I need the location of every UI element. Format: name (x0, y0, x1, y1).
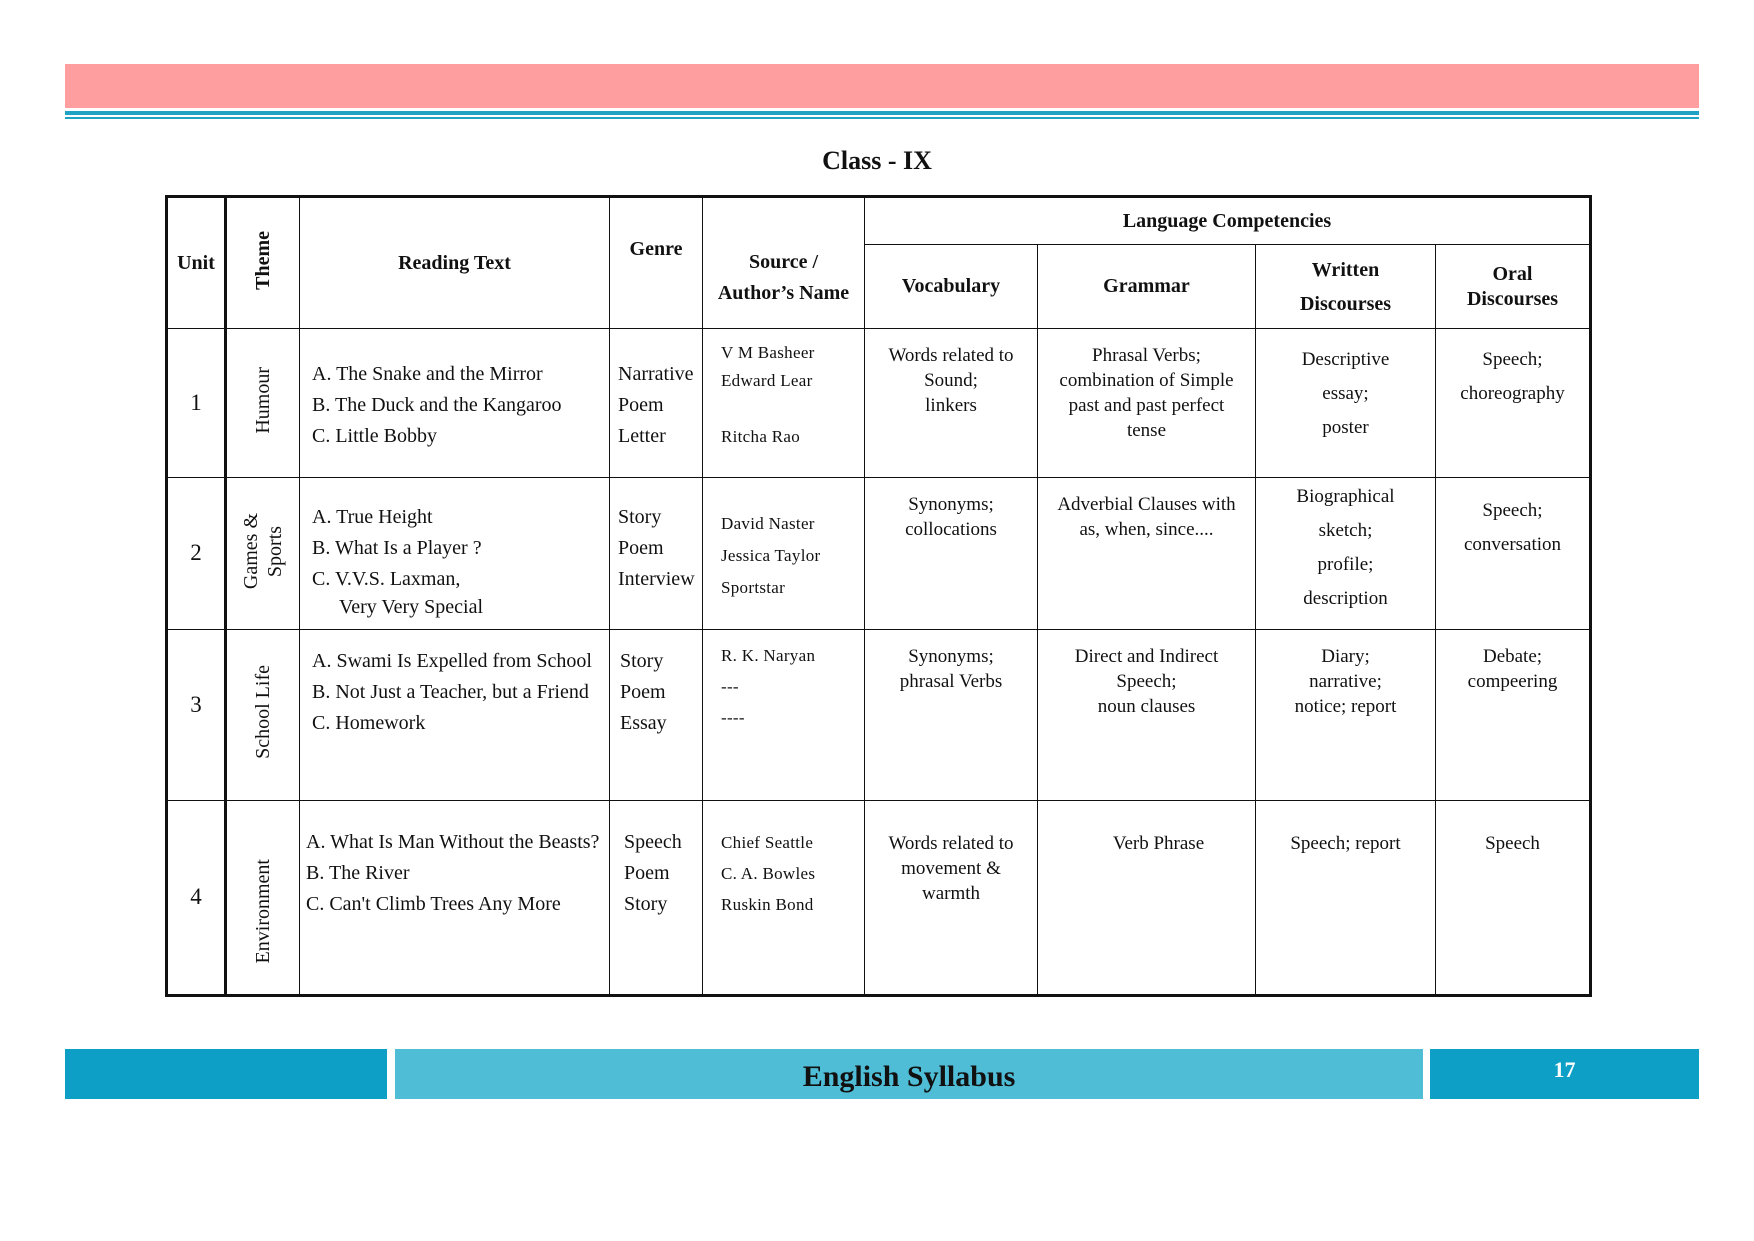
theme-cell (226, 629, 300, 800)
source-cell (703, 800, 865, 995)
reading-text-cell (300, 800, 610, 995)
page-number: 17 (1430, 1049, 1699, 1099)
syllabus-table (165, 195, 1592, 997)
written-cell (1256, 800, 1436, 995)
vocabulary-cell (865, 329, 1038, 478)
header-written-discourses: Written Discourses (1256, 245, 1436, 329)
theme-cell (226, 329, 300, 478)
source-text: V M Basheer Edward Lear Ritcha Rao (721, 343, 815, 447)
header-source: Source / Author’s Name (703, 197, 865, 329)
theme-label: Humour (252, 367, 274, 435)
header-unit: Unit (167, 197, 226, 329)
header-language-competencies: Language Competencies (865, 197, 1591, 245)
table-row (167, 629, 1591, 800)
vocabulary-text: Words related to movement & warmth (888, 832, 1014, 904)
reading-text: A. True Height B. What Is a Player ? C. V.V.S. Laxman, (312, 506, 482, 591)
vocabulary-text: Synonyms; collocations (905, 494, 997, 541)
grammar-cell (1038, 800, 1256, 995)
source-cell (703, 629, 865, 800)
genre-text: Story Poem Interview (618, 506, 695, 591)
vocabulary-text: Words related to Sound; linkers (888, 345, 1014, 417)
table-row (167, 329, 1591, 478)
reading-text-cell (300, 629, 610, 800)
oral-cell (1436, 629, 1591, 800)
genre-text: Story Poem Essay (620, 649, 667, 734)
header-band (65, 64, 1699, 108)
unit-number: 4 (167, 800, 226, 995)
reading-text-cell (300, 329, 610, 478)
grammar-text: Phrasal Verbs; combination of Simple past and past perfect tense (1059, 345, 1234, 442)
vocabulary-cell (865, 478, 1038, 629)
oral-text: Speech (1485, 832, 1540, 854)
genre-cell (610, 329, 703, 478)
grammar-text: Adverbial Clauses with as, when, since.... (1057, 494, 1236, 541)
written-cell (1256, 629, 1436, 800)
theme-label: Games & Sports (240, 512, 286, 589)
genre-cell (610, 800, 703, 995)
grammar-text: Verb Phrase (1112, 832, 1205, 854)
written-cell (1256, 478, 1436, 629)
genre-text: Narrative Poem Letter (618, 363, 694, 448)
vocabulary-cell (865, 800, 1038, 995)
written-text: Speech; report (1290, 832, 1401, 854)
written-text: Diary; narrative; notice; report (1294, 645, 1397, 717)
oral-cell (1436, 329, 1591, 478)
table-row (167, 478, 1591, 629)
vocabulary-cell (865, 629, 1038, 800)
source-cell (703, 329, 865, 478)
source-cell (703, 478, 865, 629)
header-rule-thin (65, 117, 1699, 119)
header-theme (226, 197, 300, 329)
source-text: Chief Seattle C. A. Bowles Ruskin Bond (721, 832, 816, 914)
table-row (167, 800, 1591, 995)
oral-text: Speech; conversation (1463, 500, 1562, 556)
source-text: David Naster Jessica Taylor Sportstar (721, 514, 821, 598)
reading-text-continued: Very Very Special (339, 596, 484, 619)
footer-title: English Syllabus (395, 1049, 1423, 1099)
theme-cell (226, 478, 300, 629)
theme-label: School Life (252, 665, 274, 760)
theme-cell (226, 800, 300, 995)
genre-text: Speech Poem Story (624, 830, 682, 915)
header-theme-label: Theme (252, 230, 274, 290)
reading-text: A. What Is Man Without the Beasts? B. The River C. Can't Climb Trees Any More (306, 830, 600, 915)
grammar-cell (1038, 629, 1256, 800)
header-genre: Genre (610, 197, 703, 329)
page-title: Class - IX (822, 146, 932, 175)
grammar-text: Direct and Indirect Speech; noun clauses (1074, 645, 1219, 717)
header-oral-discourses: Oral Discourses (1436, 245, 1591, 329)
source-text: R. K. Naryan --- ---- (721, 645, 816, 727)
reading-text-cell (300, 478, 610, 629)
grammar-cell (1038, 329, 1256, 478)
reading-text: A. Swami Is Expelled from School B. Not Just a Teacher, but a Friend C. Homework (312, 649, 592, 734)
written-text: Biographical sketch; profile; description (1296, 486, 1395, 610)
oral-cell (1436, 478, 1591, 629)
unit-number: 3 (167, 629, 226, 800)
vocabulary-text: Synonyms; phrasal Verbs (899, 645, 1003, 692)
theme-label: Environment (252, 858, 274, 963)
genre-cell (610, 478, 703, 629)
written-text: Descriptive essay; poster (1301, 349, 1390, 439)
unit-number: 2 (167, 478, 226, 629)
written-cell (1256, 329, 1436, 478)
genre-cell (610, 629, 703, 800)
footer-band-left (65, 1049, 387, 1099)
oral-text: Debate; compeering (1467, 645, 1558, 692)
reading-text: A. The Snake and the Mirror B. The Duck and the Kangaroo C. Little Bobby (312, 363, 562, 448)
header-reading-text: Reading Text (300, 197, 610, 329)
oral-text: Speech; choreography (1460, 349, 1565, 405)
header-rule (65, 111, 1699, 115)
header-grammar: Grammar (1038, 245, 1256, 329)
unit-number: 1 (167, 329, 226, 478)
grammar-cell (1038, 478, 1256, 629)
header-vocabulary: Vocabulary (865, 245, 1038, 329)
oral-cell (1436, 800, 1591, 995)
